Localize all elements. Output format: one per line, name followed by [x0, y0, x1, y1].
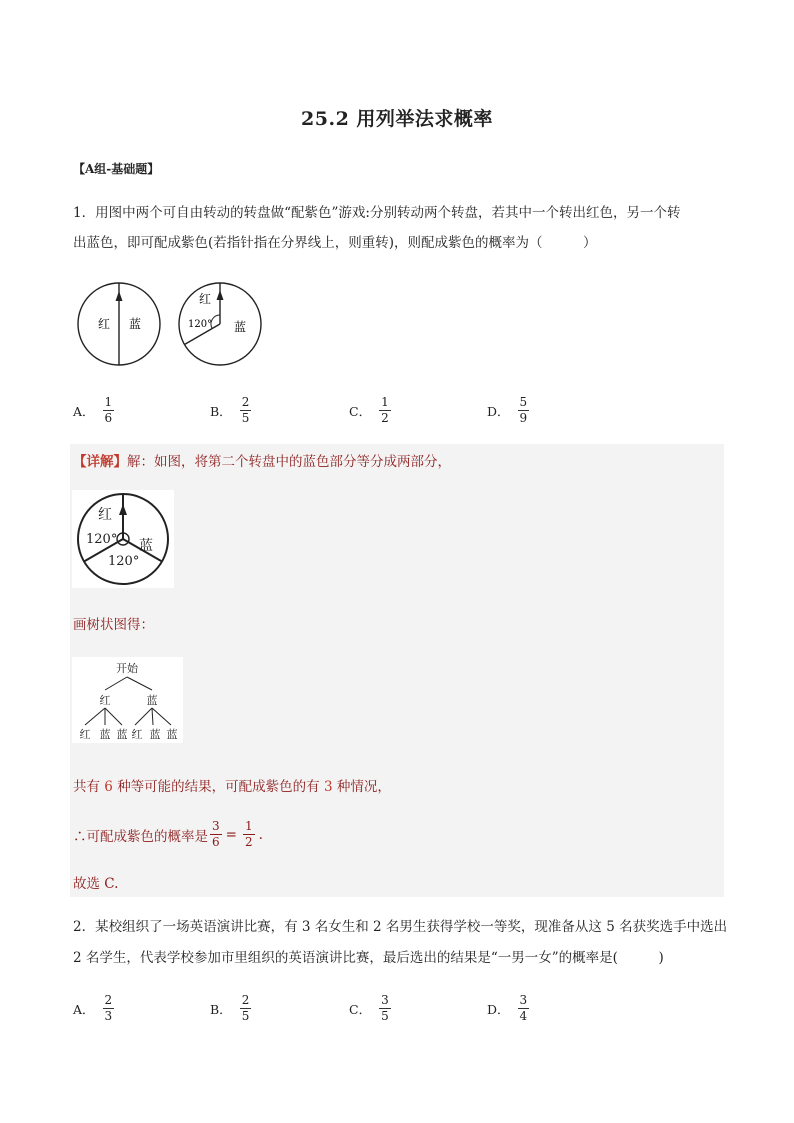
group-label: 【A组-基础题】	[73, 162, 160, 176]
spinner-3-red-label: 红	[98, 507, 112, 523]
tree-leaf: 红	[131, 728, 143, 741]
fraction: $\frac{2}{5}$	[241, 993, 250, 1023]
fraction: $\frac{3}{6}$	[212, 819, 220, 849]
q2-option-b: B． $\frac{2}{5}$	[210, 993, 250, 1023]
fraction: $\frac{2}{3}$	[104, 993, 113, 1023]
question-1-line-1: 1．用图中两个可自由转动的转盘做“配紫色”游戏:分别转动两个转盘，若其中一个转出红色，另一个转	[73, 205, 681, 221]
spinner-3-blue-label: 蓝	[139, 538, 153, 554]
page-title: 25.2 用列举法求概率	[301, 108, 493, 130]
question-2-line-2: 2 名学生，代表学校参加市里组织的英语演讲比赛，最后选出的结果是“一男一女”的概率是( )	[73, 950, 664, 966]
spinner-1	[78, 283, 160, 365]
question-2-line-1: 2．某校组织了一场英语演讲比赛，有 3 名女生和 2 名男生获得学校一等奖，现准备从这 5 名获奖选手中选出	[73, 919, 728, 935]
tree-leaf: 蓝	[149, 728, 161, 741]
q2-option-a: A． $\frac{2}{3}$	[73, 993, 113, 1023]
q2-option-d: D． $\frac{3}{4}$	[487, 993, 528, 1023]
fraction: $\frac{2}{5}$	[241, 395, 250, 425]
answer-line: 故选 C.	[73, 876, 119, 892]
spinner-1-red-label: 红	[98, 317, 111, 331]
split-spinner-figure	[72, 490, 174, 588]
q1-option-d: D． $\frac{5}{9}$	[487, 395, 528, 425]
q1-option-c: C． $\frac{1}{2}$	[349, 395, 389, 425]
spinner-2-angle-label: 120°	[188, 319, 213, 330]
result-line: 共有 6 种等可能的结果，可配成紫色的有 3 种情况，	[73, 779, 391, 795]
spinner-1-blue-label: 蓝	[129, 317, 142, 331]
solution-detail: 【详解】解：如图，将第二个转盘中的蓝色部分等分成两部分，	[73, 454, 451, 470]
spinner-2	[179, 283, 261, 365]
spinner-2-red-label: 红	[199, 292, 212, 306]
detail-key: 【详解】	[73, 454, 127, 470]
probability-line: ∴可配成紫色的概率是 $\frac{3}{6}$ = $\frac{1}{2}$ .	[73, 819, 263, 849]
tree-l1-red: 红	[99, 694, 111, 707]
tree-root: 开始	[116, 662, 138, 675]
q1-option-a: A． $\frac{1}{6}$	[73, 395, 113, 425]
fraction: $\frac{3}{4}$	[519, 993, 528, 1023]
fraction: $\frac{1}{2}$	[244, 819, 253, 849]
tree-l1-blue: 蓝	[146, 694, 158, 707]
fraction: $\frac{5}{9}$	[519, 395, 528, 425]
tree-leaf: 蓝	[99, 728, 111, 741]
fraction: $\frac{1}{6}$	[104, 395, 113, 425]
fraction: $\frac{1}{2}$	[381, 395, 389, 425]
fraction: $\frac{3}{5}$	[381, 993, 389, 1023]
tree-leaf: 蓝	[116, 728, 128, 741]
spinners-figure	[74, 278, 274, 370]
question-1-line-2: 出蓝色，即可配成紫色(若指针指在分界线上，则重转)，则配成紫色的概率为（ ）	[73, 235, 597, 251]
tree-diagram	[72, 657, 183, 743]
spinner-2-blue-label: 蓝	[234, 320, 247, 334]
q2-option-c: C． $\frac{3}{5}$	[349, 993, 389, 1023]
spinner-3-angle-1: 120°	[86, 532, 118, 547]
tree-leaf: 蓝	[166, 728, 178, 741]
spinner-3-angle-2: 120°	[108, 554, 140, 569]
tree-intro: 画树状图得：	[73, 617, 154, 633]
q1-option-b: B． $\frac{2}{5}$	[210, 395, 250, 425]
tree-leaf: 红	[79, 728, 91, 741]
